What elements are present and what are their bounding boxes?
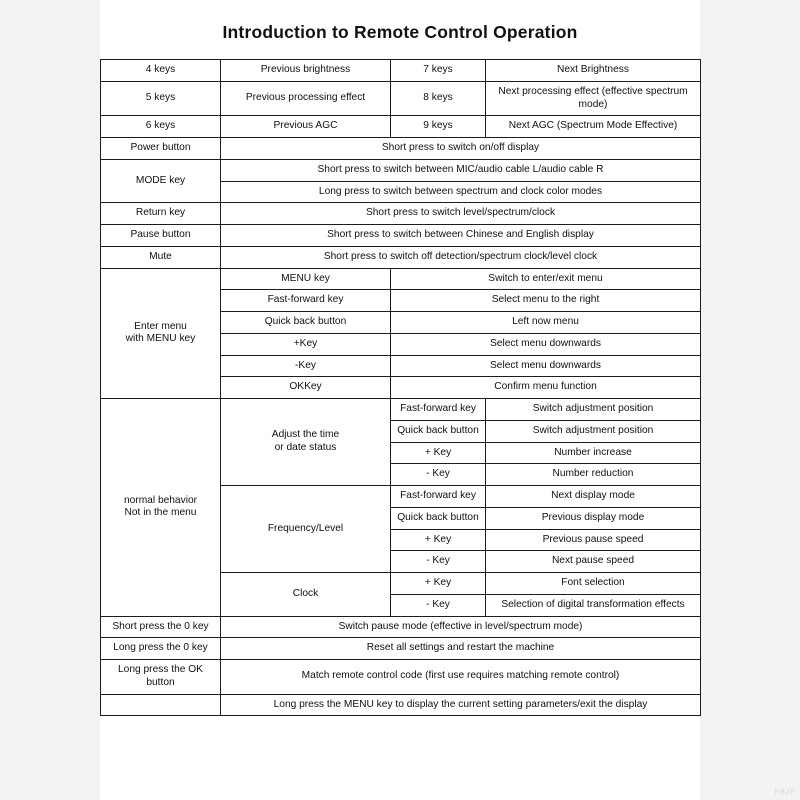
key-label: - Key <box>391 464 486 486</box>
key-label: Fast-forward key <box>221 290 391 312</box>
key-label: MODE key <box>101 159 221 203</box>
key-action: Previous pause speed <box>486 529 701 551</box>
key-label: Fast-forward key <box>391 486 486 508</box>
key-label: -Key <box>221 355 391 377</box>
group-label-frequency-level: Frequency/Level <box>221 486 391 573</box>
table-row <box>101 660 701 695</box>
page-left-margin <box>0 0 100 800</box>
key-label: 5 keys <box>101 81 221 116</box>
table-row <box>101 399 701 421</box>
key-action: Confirm menu function <box>391 377 701 399</box>
table-row <box>101 60 701 82</box>
key-label: Long press the OK button <box>101 660 221 695</box>
table-row <box>101 694 701 716</box>
section-label-line1: normal behavior <box>123 494 198 506</box>
key-label: Quick back button <box>221 312 391 334</box>
key-label: Return key <box>101 203 221 225</box>
group-label-clock: Clock <box>221 573 391 617</box>
table-row <box>101 268 701 290</box>
key-action: Long press the MENU key to display the current setting parameters/exit the display <box>221 694 701 716</box>
key-action: Previous display mode <box>486 507 701 529</box>
key-action: Next Brightness <box>486 60 701 82</box>
table-row <box>101 81 701 116</box>
section-label-line2: Not in the menu <box>124 507 197 519</box>
key-action: Reset all settings and restart the machine <box>221 638 701 660</box>
key-action: Next AGC (Spectrum Mode Effective) <box>486 116 701 138</box>
key-action: Short press to switch between MIC/audio cable L/audio cable R <box>221 159 701 181</box>
key-action: Left now menu <box>391 312 701 334</box>
key-label: 6 keys <box>101 116 221 138</box>
key-action: Number increase <box>486 442 701 464</box>
key-label: OKKey <box>221 377 391 399</box>
key-action: Previous AGC <box>221 116 391 138</box>
key-action: Switch to enter/exit menu <box>391 268 701 290</box>
key-action: Selection of digital transformation effects <box>486 594 701 616</box>
key-action: Next processing effect (effective spectrum mode) <box>486 81 701 116</box>
key-action: Select menu to the right <box>391 290 701 312</box>
key-label: Power button <box>101 138 221 160</box>
key-action: Next display mode <box>486 486 701 508</box>
page-title: Introduction to Remote Control Operation <box>222 22 578 42</box>
table-row <box>101 638 701 660</box>
key-label: Long press the 0 key <box>101 638 221 660</box>
table-row <box>101 246 701 268</box>
key-label: Mute <box>101 246 221 268</box>
key-label: 9 keys <box>391 116 486 138</box>
key-action: Switch adjustment position <box>486 420 701 442</box>
key-label: MENU key <box>221 268 391 290</box>
remote-control-table <box>100 59 701 716</box>
section-label-line2: with MENU key <box>125 333 196 345</box>
key-label: Quick back button <box>391 507 486 529</box>
key-action: Previous brightness <box>221 60 391 82</box>
table-row <box>101 225 701 247</box>
key-action: Font selection <box>486 573 701 595</box>
key-action: Next pause speed <box>486 551 701 573</box>
page-right-margin <box>700 0 800 800</box>
key-action: Short press to switch on/off display <box>221 138 701 160</box>
key-label: Fast-forward key <box>391 399 486 421</box>
group-label-line1: Adjust the time <box>271 429 340 441</box>
section-label-normal-behavior <box>101 399 221 617</box>
key-action: Short press to switch off detection/spectrum clock/level clock <box>221 246 701 268</box>
key-label: + Key <box>391 442 486 464</box>
key-label: + Key <box>391 529 486 551</box>
key-label: + Key <box>391 573 486 595</box>
key-action: Short press to switch between Chinese and English display <box>221 225 701 247</box>
key-label: 4 keys <box>101 60 221 82</box>
table-row <box>101 203 701 225</box>
instruction-sheet <box>100 0 700 800</box>
key-action: Switch adjustment position <box>486 399 701 421</box>
group-label-line2: or date status <box>274 442 337 453</box>
table-row <box>101 159 701 181</box>
key-action: Number reduction <box>486 464 701 486</box>
key-label: Short press the 0 key <box>101 616 221 638</box>
key-label: Pause button <box>101 225 221 247</box>
key-action: Match remote control code (first use requires matching remote control) <box>221 660 701 695</box>
table-row <box>101 138 701 160</box>
key-action: Switch pause mode (effective in level/spectrum mode) <box>221 616 701 638</box>
key-action: Select menu downwards <box>391 333 701 355</box>
watermark: PB2F <box>774 789 796 796</box>
key-action: Select menu downwards <box>391 355 701 377</box>
key-label: Quick back button <box>391 420 486 442</box>
section-label-enter-menu <box>101 268 221 399</box>
key-action: Short press to switch level/spectrum/clock <box>221 203 701 225</box>
group-label-adjust-time <box>221 399 391 486</box>
table-row <box>101 116 701 138</box>
section-label-line1: Enter menu <box>134 320 187 332</box>
key-label: - Key <box>391 594 486 616</box>
key-action: Long press to switch between spectrum and clock color modes <box>221 181 701 203</box>
key-action: Previous processing effect <box>221 81 391 116</box>
table-row <box>101 616 701 638</box>
key-label: 8 keys <box>391 81 486 116</box>
key-label: - Key <box>391 551 486 573</box>
key-label: 7 keys <box>391 60 486 82</box>
key-label: +Key <box>221 333 391 355</box>
key-label-empty <box>101 694 221 716</box>
